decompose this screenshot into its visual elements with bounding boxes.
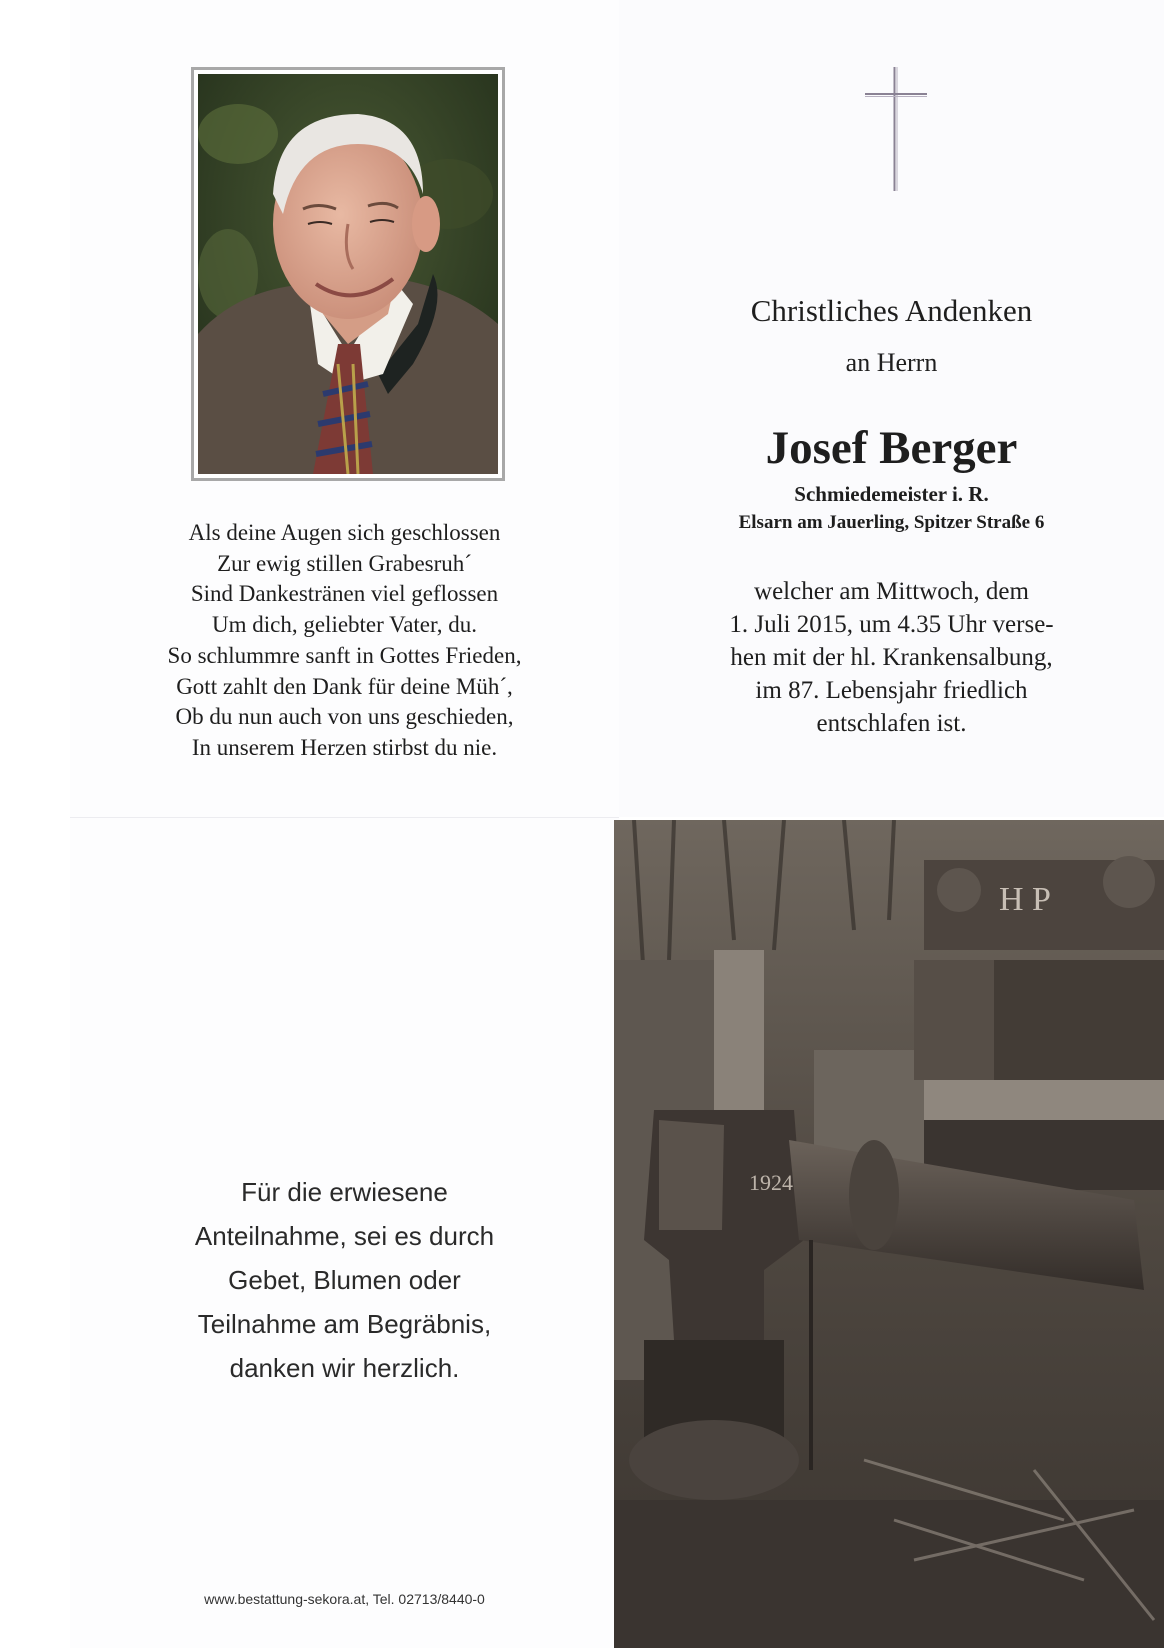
thanks-line: Für die erwiesene bbox=[241, 1177, 448, 1207]
thanks-message bbox=[70, 1170, 619, 1390]
beam-letters: H P bbox=[999, 881, 1051, 918]
notice-line: 1. Juli 2015, um 4.35 Uhr verse- bbox=[729, 611, 1054, 638]
poem-line: Um dich, geliebter Vater, du. bbox=[212, 612, 477, 638]
death-notice-text bbox=[619, 575, 1164, 740]
notice-salutation: an Herrn bbox=[845, 348, 938, 377]
notice-line: im 87. Lebensjahr friedlich bbox=[755, 677, 1028, 704]
thanks-line: Teilnahme am Begräbnis, bbox=[197, 1309, 492, 1339]
thanks-line: danken wir herzlich. bbox=[229, 1353, 460, 1383]
anvil-inscription: 1924 bbox=[749, 1170, 793, 1195]
poem-line: Sind Dankestränen viel geflossen bbox=[190, 581, 499, 607]
deceased-address: Elsarn am Jauerling, Spitzer Straße 6 bbox=[738, 512, 1045, 533]
poem-line: Als deine Augen sich geschlossen bbox=[188, 520, 501, 545]
notice-line: welcher am Mittwoch, dem bbox=[754, 578, 1029, 605]
funeral-home-contact: www.bestattung-sekora.at, Tel. 02713/8440-0 bbox=[204, 1591, 485, 1607]
poem-line: Gott zahlt den Dank für deine Müh´, bbox=[176, 673, 513, 699]
forge-photo bbox=[614, 820, 1164, 1648]
portrait-photo bbox=[191, 67, 505, 481]
memorial-poem bbox=[70, 518, 619, 764]
thanks-line: Anteilnahme, sei es durch bbox=[194, 1221, 495, 1251]
poem-line: Ob du nun auch von uns geschieden, bbox=[175, 704, 514, 730]
poem-line: So schlummre sanft in Gottes Frieden, bbox=[167, 642, 522, 668]
thanks-line: Gebet, Blumen oder bbox=[228, 1265, 461, 1295]
poem-line: In unserem Herzen stirbst du nie. bbox=[191, 734, 498, 760]
deceased-title: Schmiedemeister i. R. bbox=[794, 482, 989, 506]
notice-heading: Christliches Andenken bbox=[750, 293, 1033, 328]
poem-line: Zur ewig stillen Grabesruh´ bbox=[217, 550, 472, 576]
deceased-name: Josef Berger bbox=[765, 422, 1018, 474]
notice-line: hen mit der hl. Krankensalbung, bbox=[730, 644, 1053, 671]
notice-line: entschlafen ist. bbox=[816, 710, 967, 737]
latin-cross-icon bbox=[865, 67, 927, 191]
forge-image bbox=[614, 820, 1164, 1648]
portrait-image bbox=[198, 74, 498, 474]
